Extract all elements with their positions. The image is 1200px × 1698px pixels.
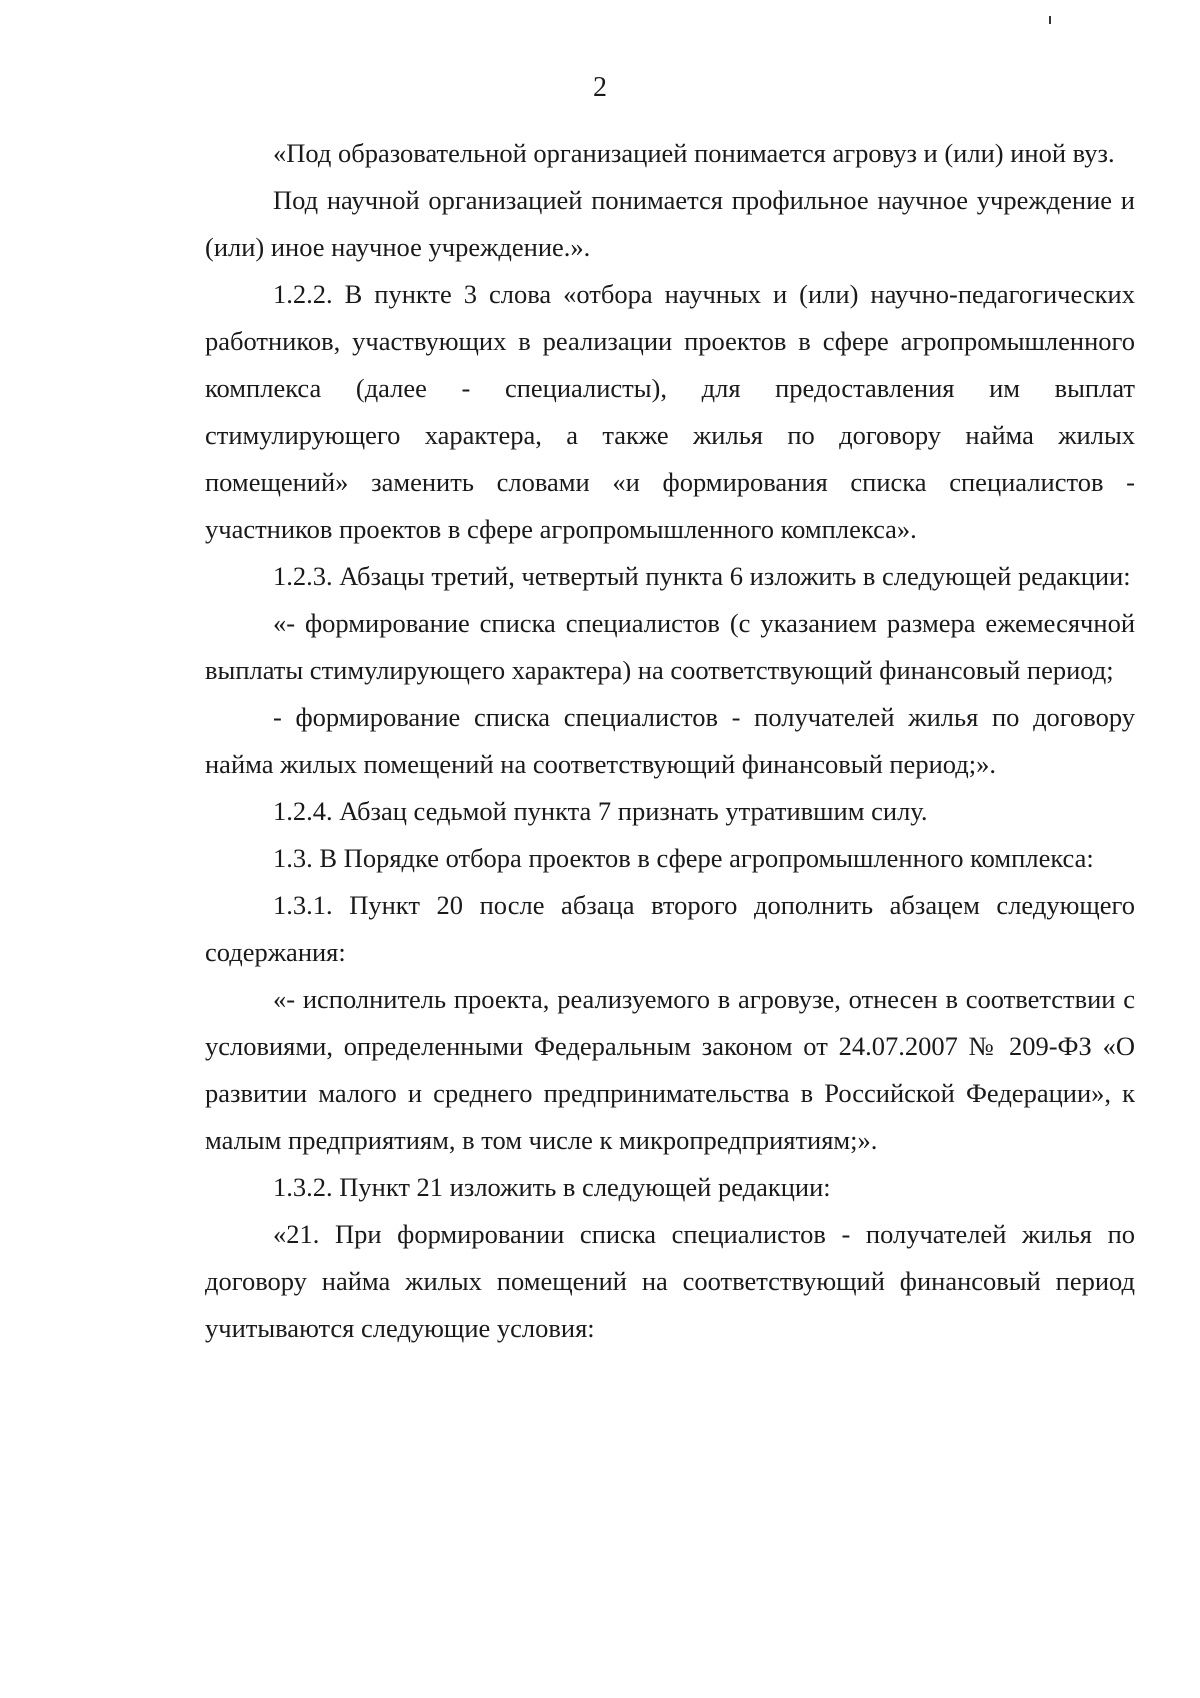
- paragraph: 1.2.2. В пункте 3 слова «отбора научных и (или) научно-педагогических работников, участвующих в реализации проектов в сфере агропромышленного комплекса (далее - специалисты), для предоставления им выплат стимулирующего характера, а также жилья по договору найма жилых помещений» заменить словами «и формирования списка специалистов - участников проектов в сфере агропромышленного комплекса».: [205, 279, 1135, 544]
- paragraph: Под научной организацией понимается профильное научное учреждение и (или) иное научное учреждение.».: [205, 185, 1135, 262]
- scan-mark: [1049, 16, 1051, 24]
- paragraph: 1.3.1. Пункт 20 после абзаца второго дополнить абзацем следующего содержания:: [205, 890, 1135, 967]
- document-body: [205, 130, 1135, 1352]
- paragraph: 1.3. В Порядке отбора проектов в сфере агропромышленного комплекса:: [273, 843, 1094, 873]
- paragraph: 1.2.4. Абзац седьмой пункта 7 признать утратившим силу.: [273, 796, 928, 826]
- paragraph: «21. При формировании списка специалистов - получателей жилья по договору найма жилых помещений на соответствующий финансовый период учитываются следующие условия:: [205, 1219, 1135, 1343]
- paragraph: - формирование списка специалистов - получателей жилья по договору найма жилых помещений на соответствующий финансовый период;».: [205, 702, 1135, 779]
- paragraph: «- формирование списка специалистов (с указанием размера ежемесячной выплаты стимулирующего характера) на соответствующий финансовый период;: [205, 608, 1135, 685]
- page-number: 2: [593, 72, 607, 103]
- paragraph: «Под образовательной организацией понимается агровуз и (или) иной вуз.: [273, 138, 1115, 168]
- paragraph: 1.2.3. Абзацы третий, четвертый пункта 6 изложить в следующей редакции:: [273, 561, 1131, 591]
- paragraph: 1.3.2. Пункт 21 изложить в следующей редакции:: [273, 1172, 831, 1202]
- paragraph: «- исполнитель проекта, реализуемого в агровузе, отнесен в соответствии с условиями, определенными Федеральным законом от 24.07.2007 № 209-ФЗ «О развитии малого и среднего предпринимательства в Российской Федерации», к малым предприятиям, в том числе к микропредприятиям;».: [205, 984, 1135, 1155]
